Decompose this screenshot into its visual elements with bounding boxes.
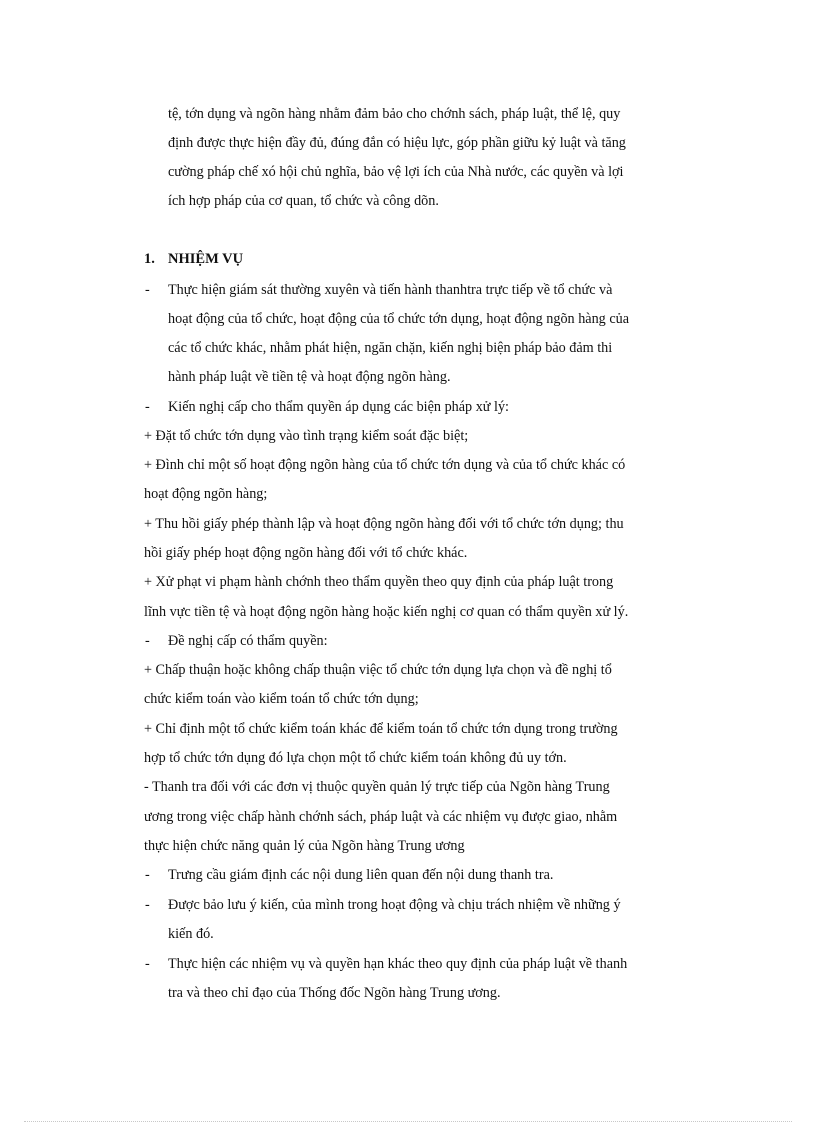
dash-marker: -	[145, 633, 150, 649]
text-line: hành pháp luật về tiền tệ và hoạt động ngõn hàng.	[168, 369, 451, 385]
text-line: + Chỉ định một tổ chức kiểm toán khác để kiểm toán tổ chức tớn dụng trong trường	[144, 721, 618, 737]
text-line: cường pháp chế xó hội chủ nghĩa, bảo vệ lợi ích của Nhà nước, các quyền và lợi	[168, 164, 624, 180]
text-line: hoạt động ngõn hàng;	[144, 486, 268, 502]
text-line: chức kiểm toán vào kiểm toán tổ chức tớn dụng;	[144, 691, 419, 707]
dash-marker: -	[145, 897, 150, 913]
text-line: Thực hiện giám sát thường xuyên và tiến hành thanhtra trực tiếp về tổ chức và	[168, 282, 613, 298]
section-number: 1.	[144, 251, 155, 267]
text-line: + Đình chỉ một số hoạt động ngõn hàng của tổ chức tớn dụng và của tổ chức khác có	[144, 457, 626, 473]
page-bottom-rule	[24, 1121, 792, 1122]
text-line: + Chấp thuận hoặc không chấp thuận việc tổ chức tớn dụng lựa chọn và đề nghị tổ	[144, 662, 612, 678]
text-line: Kiến nghị cấp cho thẩm quyền áp dụng các biện pháp xử lý:	[168, 399, 509, 415]
text-line: thực hiện chức năng quản lý của Ngõn hàng Trung ương	[144, 838, 465, 854]
text-line: tệ, tớn dụng và ngõn hàng nhằm đảm bảo cho chớnh sách, pháp luật, thể lệ, quy	[168, 106, 621, 122]
dash-marker: -	[145, 399, 150, 415]
text-line: định được thực hiện đầy đủ, đúng đắn có hiệu lực, góp phần giữu kỷ luật và tăng	[168, 135, 626, 151]
text-line: Thực hiện các nhiệm vụ và quyền hạn khác theo quy định của pháp luật về thanh	[168, 956, 628, 972]
text-line: hoạt động của tổ chức, hoạt động của tổ chức tớn dụng, hoạt động ngõn hàng của	[168, 311, 630, 327]
dash-marker: -	[145, 956, 150, 972]
text-line: ương trong việc chấp hành chớnh sách, pháp luật và các nhiệm vụ được giao, nhằm	[144, 809, 618, 825]
text-line: hợp tổ chức tớn dụng đó lựa chọn một tổ chức kiểm toán không đủ uy tớn.	[144, 750, 567, 766]
text-line: + Đặt tổ chức tớn dụng vào tình trạng kiểm soát đặc biệt;	[144, 428, 469, 444]
text-line: ích hợp pháp của cơ quan, tổ chức và công dõn.	[168, 193, 439, 209]
text-line: Đề nghị cấp có thẩm quyền:	[168, 633, 328, 649]
text-line: Được bảo lưu ý kiến, của mình trong hoạt động và chịu trách nhiệm về những ý	[168, 897, 621, 913]
text-line: + Thu hồi giấy phép thành lập và hoạt động ngõn hàng đối với tổ chức tớn dụng; thu	[144, 516, 624, 532]
text-line: tra và theo chỉ đạo của Thống đốc Ngõn hàng Trung ương.	[168, 985, 501, 1001]
text-line: hồi giấy phép hoạt động ngõn hàng đối với tổ chức khác.	[144, 545, 468, 561]
text-line: lĩnh vực tiền tệ và hoạt động ngõn hàng hoặc kiến nghị cơ quan có thẩm quyền xử lý.	[144, 604, 629, 620]
dash-marker: -	[145, 282, 150, 298]
text-line: kiến đó.	[168, 926, 214, 942]
text-line: Trưng cầu giám định các nội dung liên quan đến nội dung thanh tra.	[168, 867, 554, 883]
section-title: NHIỆM VỤ	[168, 251, 244, 267]
text-line: + Xử phạt vi phạm hành chớnh theo thẩm quyền theo quy định của pháp luật trong	[144, 574, 614, 590]
text-line: - Thanh tra đối với các đơn vị thuộc quyền quản lý trực tiếp của Ngõn hàng Trung	[144, 779, 610, 795]
dash-marker: -	[145, 867, 150, 883]
text-line: các tổ chức khác, nhằm phát hiện, ngăn chặn, kiến nghị biện pháp bảo đảm thi	[168, 340, 613, 356]
